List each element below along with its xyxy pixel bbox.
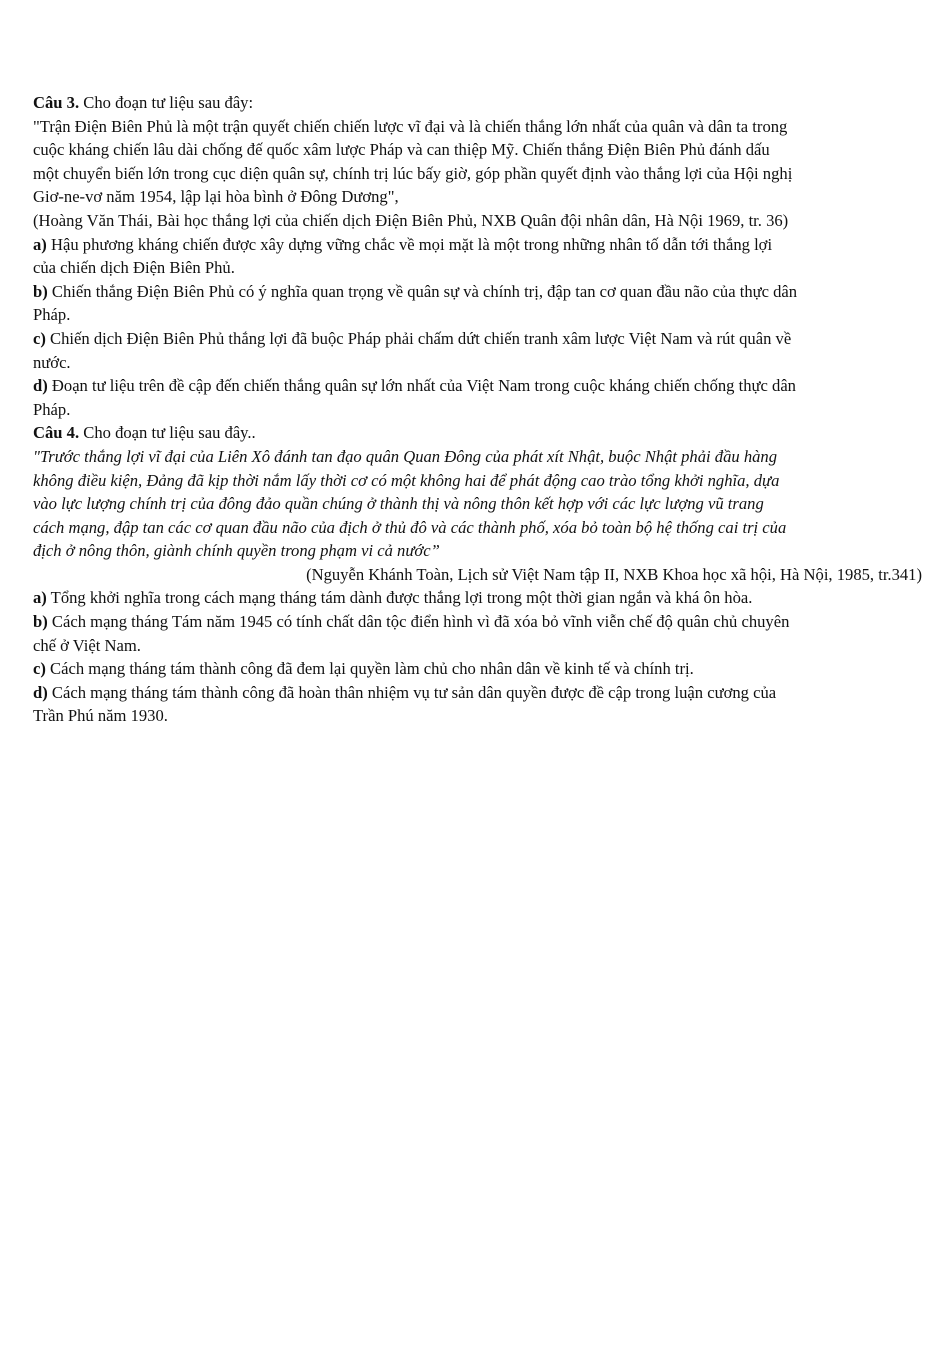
question-label: Câu 3. xyxy=(33,93,80,112)
option-a xyxy=(33,586,922,610)
option-text: nước. xyxy=(33,352,71,372)
quote-line: không điều kiện, Đảng đã kịp thời nắm lấy thời cơ có một không hai để phát động cao trào tổng khởi nghĩa, dựa xyxy=(33,470,780,490)
option-text: Pháp. xyxy=(33,305,71,325)
option-c xyxy=(33,327,922,374)
quote-block xyxy=(33,115,922,209)
question-intro: Cho đoạn tư liệu sau đây.. xyxy=(79,423,256,443)
option-label: a) xyxy=(33,588,47,608)
option-label: b) xyxy=(33,281,48,301)
quote-line: địch ở nông thôn, giành chính quyền trong phạm vi cả nước” xyxy=(33,541,440,561)
quote-line: Giơ-ne-vơ năm 1954, lập lại hòa bình ở Đông Dương", xyxy=(33,187,399,207)
quote-source: (Nguyễn Khánh Toàn, Lịch sử Việt Nam tập II, NXB Khoa học xã hội, Hà Nội, 1985, tr.341) xyxy=(306,564,922,584)
option-text: Cách mạng tháng tám thành công đã hoàn thân nhiệm vụ tư sản dân quyền được đề cập trong luận cương của xyxy=(47,682,777,702)
option-text: Chiến dịch Điện Biên Phủ thắng lợi đã buộc Pháp phải chấm dứt chiến tranh xâm lược Việt Nam và rút quân về xyxy=(45,328,792,348)
option-label: d) xyxy=(33,376,48,396)
question-4 xyxy=(33,421,922,728)
option-d xyxy=(33,681,922,728)
option-d xyxy=(33,374,922,421)
quote-line: cách mạng, đập tan các cơ quan đầu não của địch ở thủ đô và các thành phố, xóa bỏ toàn bộ hệ thống cai trị của xyxy=(33,517,787,537)
option-label: c) xyxy=(33,659,46,679)
option-text: Chiến thắng Điện Biên Phủ có ý nghĩa quan trọng về quân sự và chính trị, đập tan cơ quan đầu não của thực dân xyxy=(47,281,798,301)
option-text: Tổng khởi nghĩa trong cách mạng tháng tám dành được thắng lợi trong một thời gian ngắn và khá ôn hòa. xyxy=(46,588,753,608)
option-text: Trần Phú năm 1930. xyxy=(33,706,168,726)
question-label: Câu 4. xyxy=(33,423,80,443)
option-label: b) xyxy=(33,612,48,632)
quote-line: cuộc kháng chiến lâu dài chống đế quốc xâm lược Pháp và can thiệp Mỹ. Chiến thắng Điện Biên Phủ đánh dấu xyxy=(33,140,770,160)
option-a xyxy=(33,233,922,280)
quote-line: vào lực lượng chính trị của đông đảo quần chúng ở thành thị và nông thôn kết hợp với các lực lượng vũ trang xyxy=(33,494,764,514)
option-text: Pháp. xyxy=(33,399,71,419)
quote-line: một chuyển biến lớn trong cục diện quân sự, chính trị lúc bấy giờ, góp phần quyết định vào thắng lợi của Hội nghị xyxy=(33,163,793,183)
quote-line: "Trước thắng lợi vĩ đại của Liên Xô đánh tan đạo quân Quan Đông của phát xít Nhật, buộc Nhật phải đầu hàng xyxy=(33,446,778,466)
option-b xyxy=(33,280,922,327)
question-3 xyxy=(33,91,922,421)
question-heading xyxy=(33,91,922,115)
question-heading xyxy=(33,421,922,445)
option-b xyxy=(33,610,922,657)
option-label: c) xyxy=(33,328,46,348)
option-label: d) xyxy=(33,682,48,702)
option-label: a) xyxy=(33,234,47,254)
option-text: chế ở Việt Nam. xyxy=(33,635,141,655)
option-text: của chiến dịch Điện Biên Phủ. xyxy=(33,258,235,278)
option-text: Cách mạng tháng tám thành công đã đem lại quyền làm chủ cho nhân dân về kinh tế và chính trị. xyxy=(45,659,694,679)
option-text: Cách mạng tháng Tám năm 1945 có tính chất dân tộc điển hình vì đã xóa bỏ vĩnh viễn chế độ quân chủ chuyên xyxy=(47,612,790,632)
quote-block xyxy=(33,445,922,563)
option-text: Đoạn tư liệu trên đề cập đến chiến thắng quân sự lớn nhất của Việt Nam trong cuộc kháng chiến chống thực dân xyxy=(47,376,796,396)
option-text: Hậu phương kháng chiến được xây dựng vững chắc về mọi mặt là một trong những nhân tố dẫn tới thắng lợi xyxy=(46,234,773,254)
quote-line: "Trận Điện Biên Phủ là một trận quyết chiến chiến lược vĩ đại và là chiến thắng lớn nhất của quân và dân ta trong xyxy=(33,116,788,136)
option-c xyxy=(33,657,922,681)
question-intro: Cho đoạn tư liệu sau đây: xyxy=(79,93,254,112)
quote-source: (Hoàng Văn Thái, Bài học thắng lợi của chiến dịch Điện Biên Phủ, NXB Quân đội nhân dân, Hà Nội 1969, tr. 36) xyxy=(33,210,789,230)
